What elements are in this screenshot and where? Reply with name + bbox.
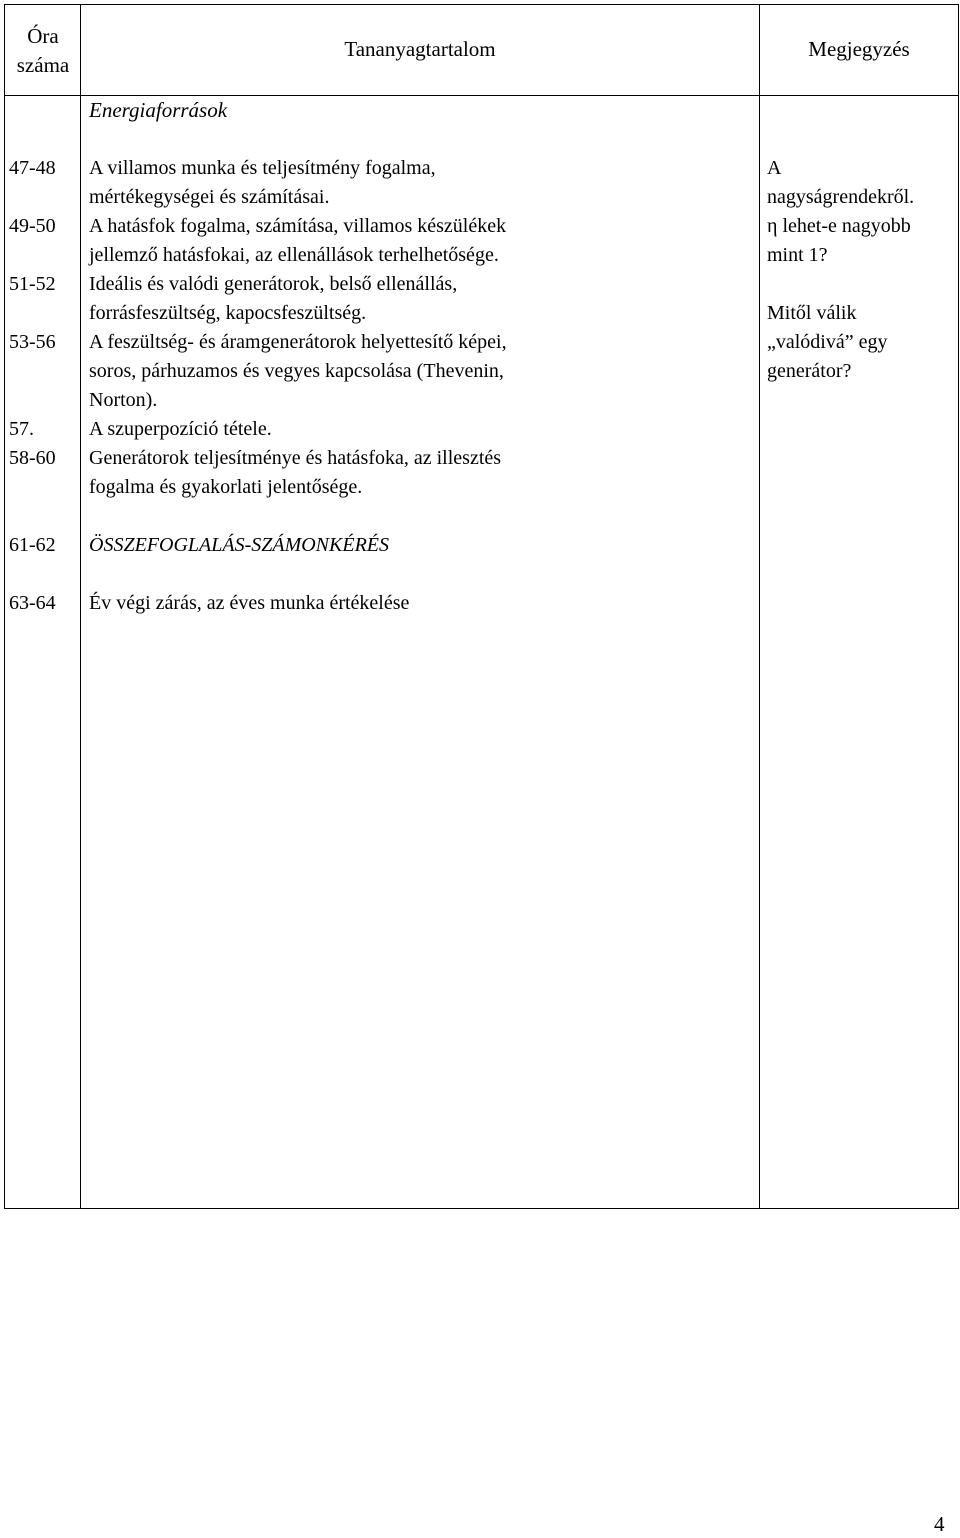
header-lesson-number-line1: Óra [27, 24, 59, 48]
column-divider [759, 4, 760, 1209]
lesson-number: 58-60 [9, 447, 56, 469]
lesson-number: 51-52 [9, 273, 56, 295]
content-line: Ideális és valódi generátorok, belső ellenállás, [89, 273, 458, 295]
content-line: A feszültség- és áramgenerátorok helyettesítő képei, [89, 331, 507, 353]
header-content: Tananyagtartalom [344, 37, 496, 61]
lesson-number: 61-62 [9, 534, 56, 556]
section-title: Energiaforrások [89, 98, 228, 122]
content-line: A szuperpozíció tétele. [89, 418, 272, 440]
content-line: Norton). [89, 389, 158, 411]
content-line: Generátorok teljesítménye és hatásfoka, az illesztés [89, 447, 502, 469]
content-line: fogalma és gyakorlati jelentősége. [89, 476, 363, 498]
summary-title: ÖSSZEFOGLALÁS-SZÁMONKÉRÉS [89, 534, 389, 556]
content-line: forrásfeszültség, kapocsfeszültség. [89, 302, 367, 324]
content-line: jellemző hatásfokai, az ellenállások terhelhetősége. [89, 244, 499, 266]
lesson-number: 53-56 [9, 331, 56, 353]
content-line: mértékegységei és számításai. [89, 186, 330, 208]
note-line: Mitől válik [767, 302, 857, 324]
column-divider [80, 4, 81, 1209]
note-line: mint 1? [767, 244, 828, 266]
lesson-number: 57. [9, 418, 34, 440]
lesson-number: 47-48 [9, 157, 56, 179]
content-line: Év végi zárás, az éves munka értékelése [89, 592, 410, 614]
content-line: soros, párhuzamos és vegyes kapcsolása (Thevenin, [89, 360, 504, 382]
content-line: A hatásfok fogalma, számítása, villamos készülékek [89, 215, 507, 237]
lesson-number: 49-50 [9, 215, 56, 237]
header-notes: Megjegyzés [808, 37, 910, 61]
note-line: „valódivá” egy [767, 331, 888, 353]
note-line: nagyságrendekről. [767, 186, 915, 208]
note-line: generátor? [767, 360, 852, 382]
header-lesson-number [8, 22, 78, 80]
content-line: A villamos munka és teljesítmény fogalma, [89, 157, 436, 179]
note-line: η lehet-e nagyobb [767, 215, 911, 237]
header-lesson-number-line2: száma [16, 53, 70, 77]
lesson-number: 63-64 [9, 592, 56, 614]
note-line: A [767, 157, 782, 179]
page-number: 4 [934, 1512, 945, 1536]
